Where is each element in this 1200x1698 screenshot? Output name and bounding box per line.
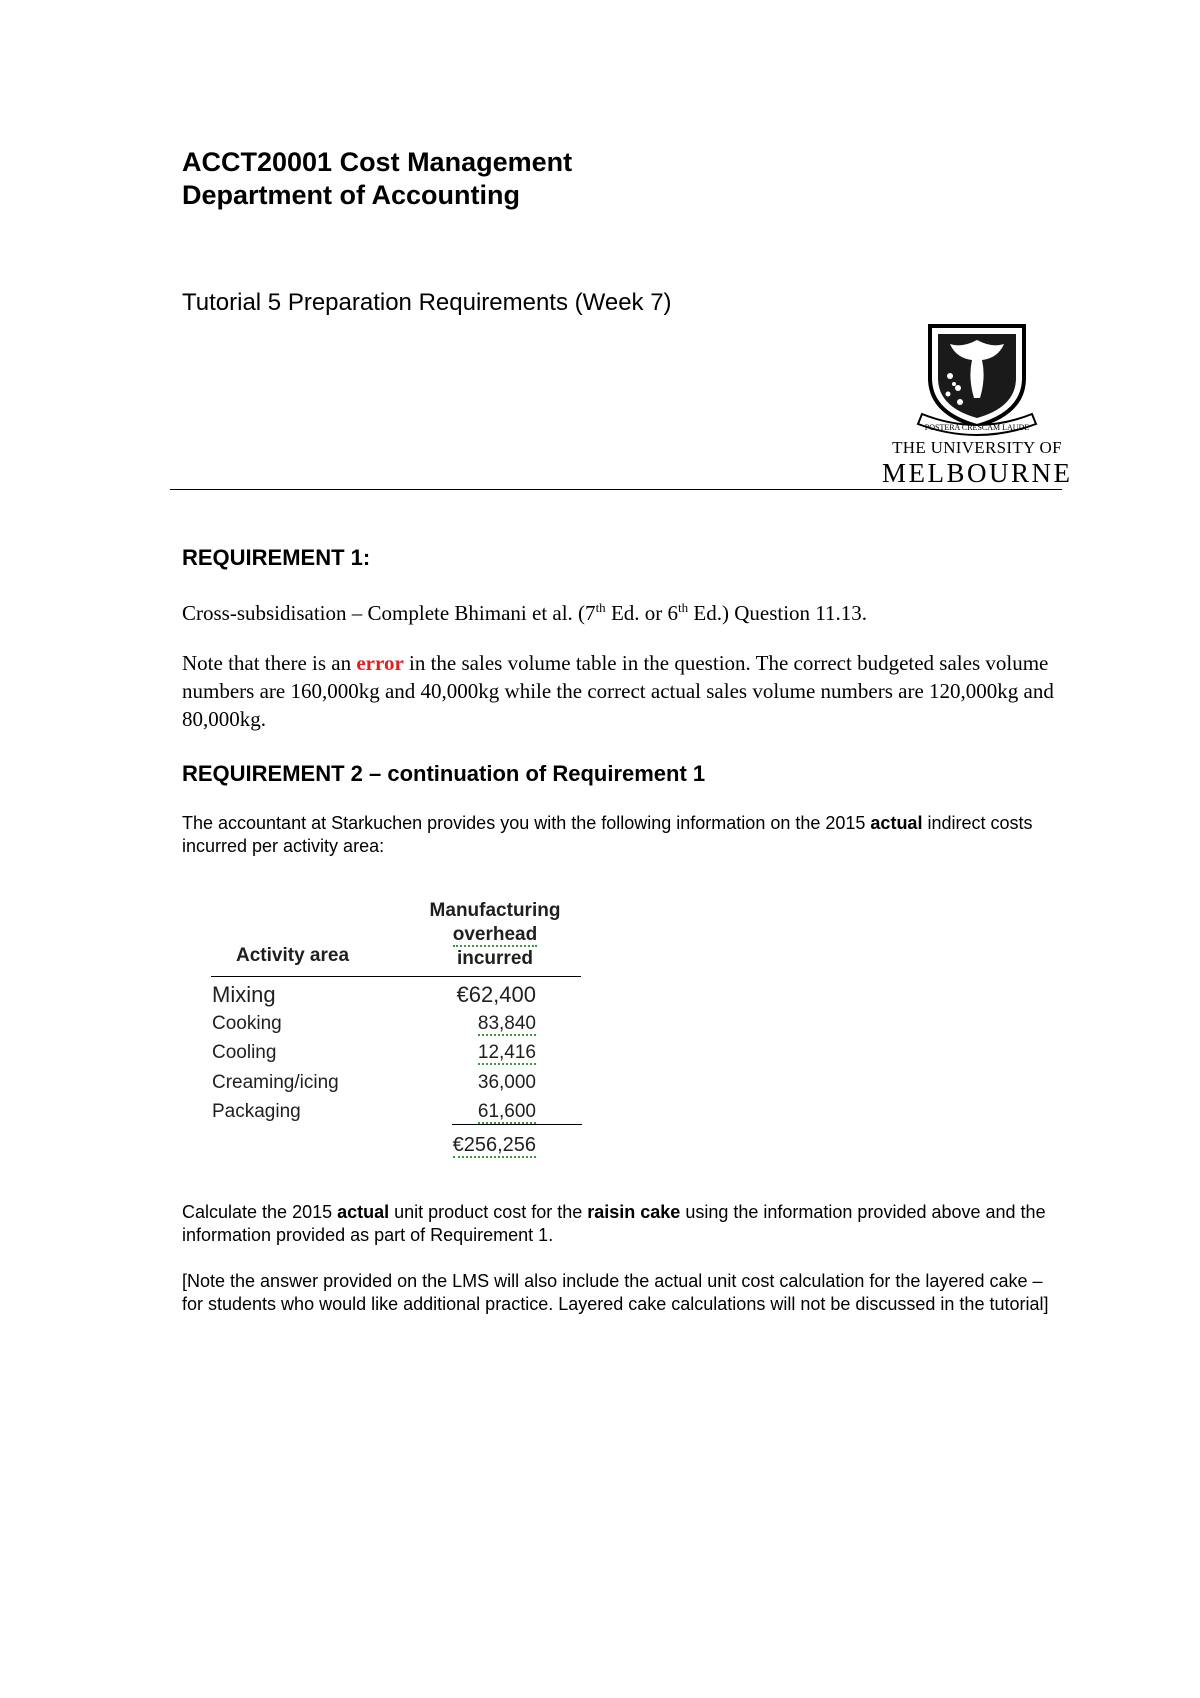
- table-row-value-packaging: 61,600: [477, 1101, 536, 1122]
- table-row-value-creaming-icing: 36,000: [477, 1072, 536, 1093]
- requirement-1-heading: REQUIREMENT 1:: [182, 545, 371, 570]
- table-row-value-cooling: 12,416: [477, 1042, 536, 1063]
- table-row-label-creaming-icing: Creaming/icing: [212, 1072, 339, 1093]
- table-row-label-mixing: Mixing: [212, 982, 276, 1007]
- table-header-rule: [211, 976, 581, 977]
- table-header-activity-area: Activity area: [236, 945, 350, 966]
- university-logo: [882, 318, 1072, 493]
- table-row-label-cooking: Cooking: [212, 1013, 282, 1034]
- header-divider: [170, 489, 1062, 490]
- table-row-label-cooling: Cooling: [212, 1042, 277, 1063]
- logo-line-university-of: THE UNIVERSITY OF: [892, 438, 1062, 457]
- table-row-label-packaging: Packaging: [212, 1101, 301, 1122]
- requirement-2-intro: The accountant at Starkuchen provides you with the following information on the 2015 actual indirect costs incurred per activity area:: [182, 813, 1033, 856]
- requirement-2-heading: REQUIREMENT 2 – continuation of Requirement 1: [182, 761, 706, 786]
- error-highlight: error: [356, 651, 404, 675]
- table-total-value: €256,256: [452, 1134, 536, 1156]
- department-title: Department of Accounting: [182, 180, 521, 210]
- motto-text: POSTERA CRESCAM LAUDE: [924, 423, 1030, 432]
- lms-note: [Note the answer provided on the LMS will also include the actual unit cost calculation for the layered cake – for students who would like additional practice. Layered cake calculations will not be discussed in the tutorial]: [182, 1271, 1049, 1314]
- error-note-paragraph: Note that there is an error in the sales volume table in the question. The correct budgeted sales volume numbers are 160,000kg and 40,000kg while the correct actual sales volume numbers are 120,000kg and 80,000kg.: [182, 651, 1054, 731]
- total-rule: [452, 1124, 582, 1125]
- crest-icon: [882, 318, 1072, 438]
- calculation-instruction: Calculate the 2015 actual unit product cost for the raisin cake using the information provided above and the information provided as part of Requirement 1.: [182, 1202, 1046, 1245]
- table-header-overhead: Manufacturing overhead incurred: [429, 900, 561, 969]
- requirement-1-text: Cross-subsidisation – Complete Bhimani et al. (7th Ed. or 6th Ed.) Question 11.13.: [182, 600, 868, 625]
- table-row-value-mixing: €62,400: [456, 982, 536, 1007]
- course-code-title: ACCT20001 Cost Management: [182, 147, 573, 177]
- logo-line-melbourne: MELBOURNE: [882, 458, 1073, 488]
- tutorial-title: Tutorial 5 Preparation Requirements (Week 7): [182, 289, 672, 316]
- table-row-value-cooking: 83,840: [477, 1013, 536, 1034]
